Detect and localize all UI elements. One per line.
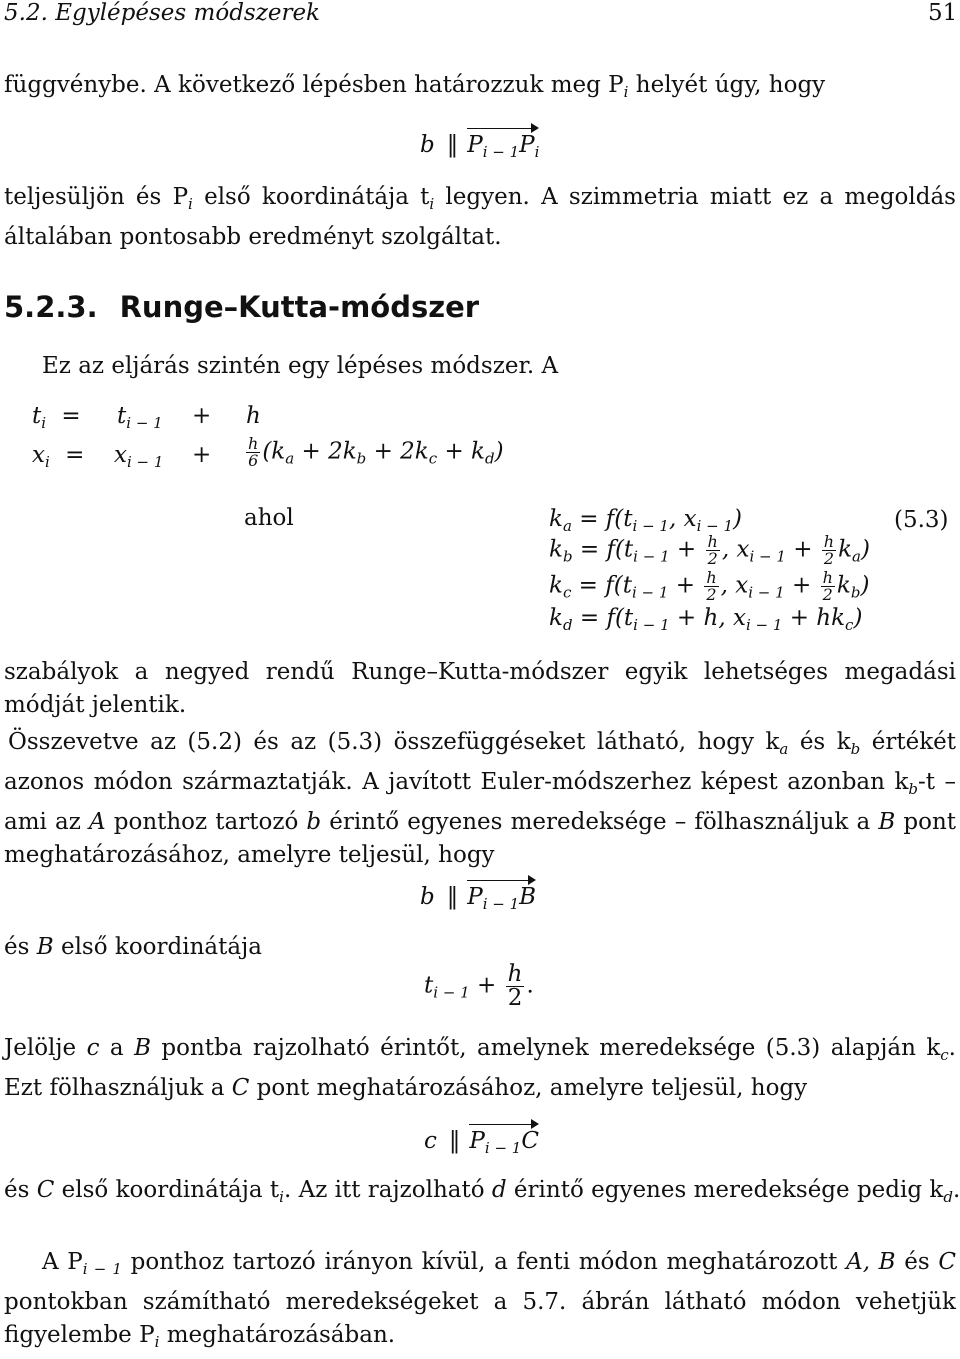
paragraph-7: és C első koordinátája $t_i$. Az itt rajzolható d érintő egyenes meredeksége pedig $k_d$. — [4, 1177, 960, 1206]
page-number: 51 — [928, 0, 958, 26]
eq-row-2-term: $x_{i - 1}$ — [114, 442, 164, 471]
equation-c-parallel-C: c ‖ $P_{i - 1}C$ — [424, 1124, 539, 1156]
section-number: 5.2.3. — [4, 290, 98, 324]
fraction-h-6: $\frac{h}{6}$ — [248, 434, 259, 470]
k-c-definition: $k_c = f(t_{i - 1}$ + $\frac{h}{2}$ , $x_{i - 1}$ + $\frac{h}{2}$ $k_b$) — [549, 568, 870, 604]
section-title: Runge–Kutta-módszer — [119, 290, 480, 324]
k-b-definition: $k_b = f(t_{i - 1}$ + $\frac{h}{2}$ , $x_{i - 1}$ + $\frac{h}{2}$ $k_a$) — [549, 532, 870, 568]
paragraph-1: függvénybe. A következő lépésben határozzuk meg $P_i$ helyét úgy, hogy — [4, 72, 826, 101]
k-d-definition: $k_d = f(t_{i - 1} + h$, $x_{i - 1} + hk_c$) — [549, 605, 863, 634]
paragraph-2: teljesüljön és $P_i$ első koordinátája $t_i$ legyen. A szimmetria miatt ez a megoldás általában pontosabb eredményt szolgáltat. — [4, 184, 956, 250]
eq-row-1-op: + — [192, 403, 212, 429]
section-heading — [4, 290, 480, 324]
eq-row-2: $x_i$ = — [32, 442, 85, 471]
eq-row-1-rhs: h — [246, 403, 261, 429]
paragraph-6: Jelölje c a B pontba rajzolható érintőt, amelynek meredeksége (5.3) alapján $k_c$. Ezt fölhasználjuk a C pont meghatározásához, amelyre teljesül, hogy — [4, 1035, 956, 1101]
running-header: 5.2. Egylépéses módszerek — [4, 0, 320, 26]
equation-b-parallel-B: b ‖ $P_{i - 1}B$ — [420, 880, 536, 912]
eq-row-2-rhs: $\frac{h}{6}$ $(k_a + 2k_b + 2k_c + k_d)$ — [248, 434, 504, 470]
intro-text: Ez az eljárás szintén egy lépéses módszer. A — [42, 353, 559, 379]
equation-b-parallel: b ‖ $P_{i - 1}P_i$ — [420, 128, 539, 160]
fraction-h-2: $\frac{h}{2}$ — [507, 961, 523, 1011]
paragraph-5: és B első koordinátája — [4, 934, 262, 960]
ahol-label: ahol — [244, 505, 294, 531]
eq-row-1: $t_i$ = — [32, 403, 81, 432]
paragraph-3: szabályok a negyed rendű Runge–Kutta-módszer egyik lehetséges megadási módját jelentik. — [4, 659, 956, 718]
paragraph-4: Összevetve az (5.2) és az (5.3) összefüggéseket látható, hogy $k_a$ és $k_b$ értékét azonos módon származtatják. A javított Euler-módszerhez képest azonban $k_b-t$ – ami az A ponthoz tartozó b érintő egyenes meredeksége – fölhasználjuk a B pont meghatározásához, amelyre teljesül, hogy — [4, 729, 956, 868]
paragraph-8: A $P_{i - 1}$ ponthoz tartozó irányon kívül, a fenti módon meghatározott A, B és C pontokban számítható meredekségeket a 5.7. ábrán látható módon vehetjük figyelembe $P_i$ meghatározásában. — [4, 1249, 956, 1351]
k-a-definition: $k_a = f(t_{i - 1}$, $x_{i - 1}$) — [549, 506, 742, 535]
eq-row-1-term: $t_{i - 1}$ — [117, 403, 163, 432]
eq-row-2-op: + — [192, 442, 212, 468]
equation-number: (5.3) — [894, 507, 949, 533]
equation-t-half: $t_{i - 1}$ + $\frac{h}{2}$ . — [424, 961, 534, 1011]
